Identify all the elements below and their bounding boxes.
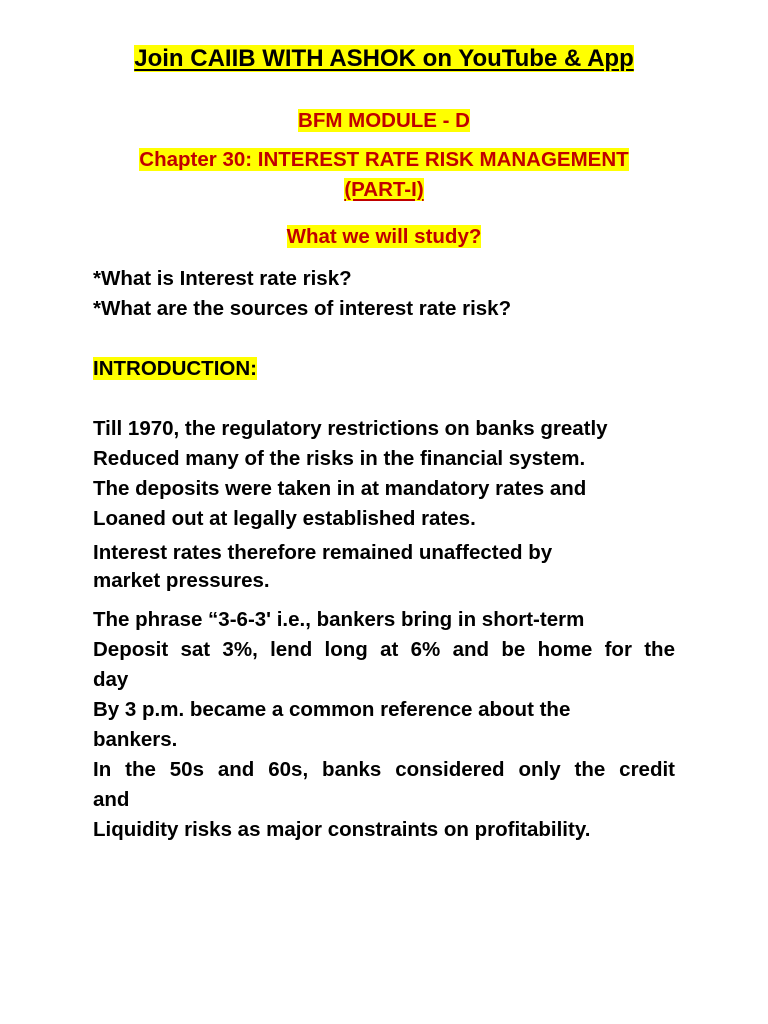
study-heading (0, 222, 768, 252)
paragraph-line: day (93, 668, 129, 691)
paragraph-line: bankers. (93, 728, 178, 751)
chapter-line-2: (PART-I) (344, 178, 424, 201)
paragraph-line: The phrase “3-6-3' i.e., bankers bring in short-term (93, 608, 585, 631)
paragraph-line: Interest rates therefore remained unaffected by (93, 541, 553, 564)
study-heading-text: What we will study? (286, 225, 482, 248)
study-item: *What are the sources of interest rate risk? (93, 297, 512, 320)
banner-text: Join CAIIB WITH ASHOK on YouTube & App (134, 45, 634, 72)
paragraph-line: Loaned out at legally established rates. (93, 507, 476, 530)
paragraph-line: Liquidity risks as major constraints on profitability. (93, 818, 591, 841)
paragraph-line: and (93, 788, 130, 811)
chapter-title-part (0, 176, 768, 204)
chapter-title (0, 146, 768, 174)
study-item: *What is Interest rate risk? (93, 267, 352, 290)
section-heading-text: INTRODUCTION: (93, 357, 257, 380)
section-heading (93, 354, 257, 384)
paragraph-line: Deposit sat 3%, lend long at 6% and be home for the (93, 638, 675, 661)
module-text: BFM MODULE - D (298, 109, 470, 132)
banner-title (0, 42, 768, 76)
paragraph-line: By 3 p.m. became a common reference about the (93, 698, 571, 721)
paragraph-line: Reduced many of the risks in the financial system. (93, 447, 586, 470)
module-title (0, 106, 768, 136)
paragraph-line: Till 1970, the regulatory restrictions on banks greatly (93, 417, 608, 440)
paragraph-line: In the 50s and 60s, banks considered only the credit (93, 758, 675, 781)
chapter-line-1: Chapter 30: INTEREST RATE RISK MANAGEMENT (139, 148, 629, 171)
paragraph-line: The deposits were taken in at mandatory rates and (93, 477, 587, 500)
paragraph-line: market pressures. (93, 569, 270, 592)
